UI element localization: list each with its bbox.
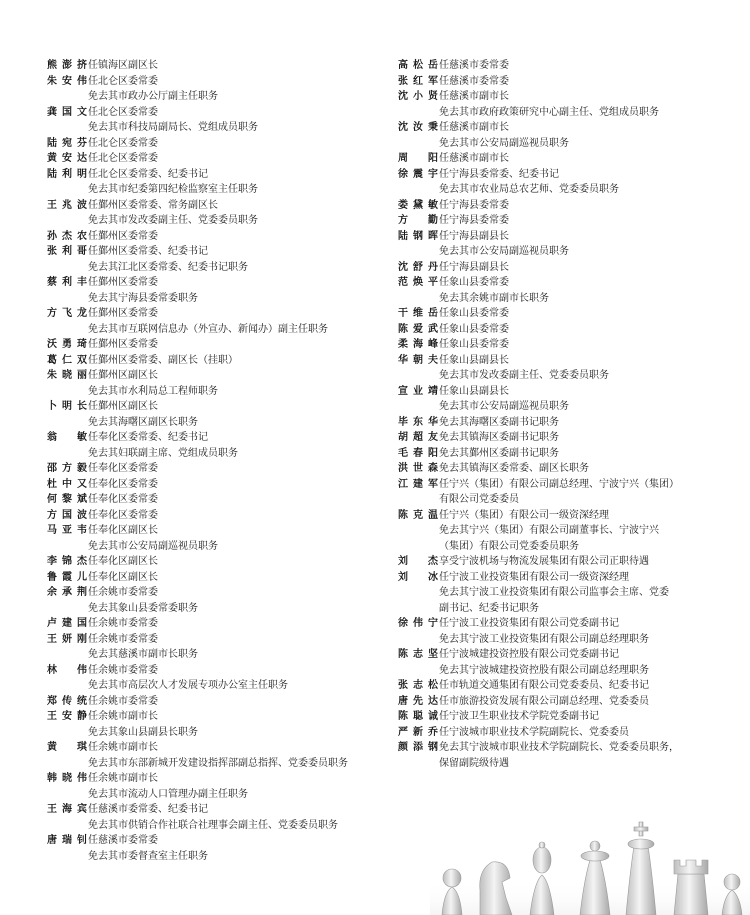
appointment-text: 任宁海县委常委 — [439, 199, 509, 211]
appointment-text: 任鄞州区副区长 — [88, 401, 158, 412]
person-name: 张红军 — [398, 75, 438, 87]
continuation-line — [398, 632, 743, 648]
appointment-text: 任鄞州区委常委、纪委书记 — [88, 246, 208, 257]
appointment-text: 免去其宁波工业投资集团有限公司副总经理职务 — [439, 633, 649, 645]
person-name: 唐瑞钊 — [47, 835, 87, 846]
person-name: 宣业靖 — [398, 385, 438, 397]
continuation-line — [398, 244, 743, 260]
continuation-line — [47, 818, 382, 834]
appointment-text: 免去其象山县副县长职务 — [88, 726, 198, 738]
person-name: 周阳 — [398, 153, 438, 164]
continuation-line — [47, 647, 382, 663]
appointment-text: 任余姚市委常委 — [88, 587, 158, 598]
entry-line — [398, 678, 743, 694]
appointment-text: 任余姚市委常委 — [88, 664, 158, 676]
appointment-text: 免去其慈溪市副市长职务 — [88, 649, 198, 660]
appointment-text: 任奉化区委常委、纪委书记 — [88, 432, 208, 443]
appointment-text: 任象山县委常委 — [439, 323, 509, 335]
appointment-text: 任余姚市委常委 — [88, 633, 158, 645]
left-column — [47, 58, 382, 864]
person-name: 娄黛敏 — [398, 199, 438, 211]
person-name: 陈克温 — [398, 509, 438, 521]
appointment-text: 免去其市东部新城开发建设指挥部副总指挥、党委委员职务 — [88, 757, 348, 769]
continuation-line — [47, 601, 382, 617]
appointment-text: 免去其市政办公厅副主任职务 — [88, 91, 218, 102]
person-name: 方飞龙 — [47, 308, 87, 319]
appointment-text: 免去其市公安局副巡视员职务 — [439, 401, 569, 412]
person-name: 沈汝秉 — [398, 122, 438, 133]
person-name: 毛春阳 — [398, 447, 438, 459]
appointment-text: 任鄞州区委常委 — [88, 339, 158, 350]
continuation-line — [47, 725, 382, 741]
appointment-text: 任慈溪市委常委 — [439, 60, 509, 71]
person-name: 王兆波 — [47, 199, 87, 211]
entry-line — [398, 167, 743, 183]
entry-line — [398, 74, 743, 90]
appointment-text: 免去其市公安局副巡视员职务 — [439, 137, 569, 149]
appointment-text: 任余姚市副市长 — [88, 711, 158, 722]
entry-line — [47, 229, 382, 245]
person-name: 黄安达 — [47, 153, 87, 164]
appointment-text: 免去其市政府政策研究中心副主任、党组成员职务 — [439, 106, 659, 118]
person-name: 王妍刚 — [47, 633, 87, 645]
entry-line — [47, 508, 382, 524]
entry-line — [47, 430, 382, 446]
person-name: 鲁霞儿 — [47, 571, 87, 583]
person-name: 范焕平 — [398, 277, 438, 288]
appointment-text: 副书记、纪委书记职务 — [439, 602, 539, 614]
entry-line — [47, 740, 382, 756]
appointment-text: 免去其宁波工业投资集团有限公司监事会主席、党委 — [439, 587, 669, 598]
entry-line — [47, 58, 382, 74]
person-name: 江建军 — [398, 478, 438, 490]
appointment-text: 任宁海县副县长 — [439, 230, 509, 242]
person-name: 陈聪诚 — [398, 711, 438, 722]
appointment-text: 任奉化区委常委 — [88, 494, 158, 505]
appointment-text: 任宁波工业投资集团有限公司党委副书记 — [439, 618, 619, 629]
entry-line — [47, 709, 382, 725]
continuation-line — [47, 849, 382, 865]
person-name: 陆钢晖 — [398, 230, 438, 242]
entry-line — [47, 616, 382, 632]
entry-line — [398, 647, 743, 663]
appointment-text: 任奉化区委常委 — [88, 509, 158, 521]
appointment-text: 享受宁波机场与物流发展集团有限公司正职待遇 — [439, 556, 649, 567]
appointment-text: 任余姚市委常委 — [88, 618, 158, 629]
appointment-text: 免去其宁波城市职业技术学院副院长、党委委员职务， — [439, 742, 679, 753]
appointment-text: 任宁波卫生职业技术学院党委副书记 — [439, 711, 599, 722]
person-name: 卜明长 — [47, 401, 87, 412]
person-name: 干维岳 — [398, 308, 438, 319]
person-name: 杜中又 — [47, 478, 87, 490]
entry-line — [47, 585, 382, 601]
entry-line — [398, 306, 743, 322]
appointment-text: 任宁海县委常委 — [439, 215, 509, 226]
person-name: 方国波 — [47, 509, 87, 521]
appointment-text: 免去其市科技局副局长、党组成员职务 — [88, 122, 258, 133]
person-name: 王海宾 — [47, 804, 87, 815]
appointment-text: 免去其市水利局总工程师职务 — [88, 385, 218, 397]
appointment-text: 任北仑区委常委 — [88, 75, 158, 87]
appointment-text: 任宁波城建投资控股有限公司党委副书记 — [439, 649, 619, 660]
entry-line — [47, 368, 382, 384]
appointment-text: 免去其市委督查室主任职务 — [88, 850, 208, 862]
person-name: 邵方毅 — [47, 463, 87, 474]
continuation-line — [398, 136, 743, 152]
person-name: 刘冰 — [398, 571, 438, 583]
person-name: 余承荆 — [47, 587, 87, 598]
appointment-text: 免去其镇海区委常委、副区长职务 — [439, 463, 589, 474]
person-name: 陆宛芬 — [47, 137, 87, 149]
appointment-text: 有限公司党委委员 — [439, 494, 519, 505]
continuation-line — [47, 539, 382, 555]
appointment-text: 任奉化区副区长 — [88, 571, 158, 583]
continuation-line — [398, 663, 743, 679]
appointment-text: 任慈溪市副市长 — [439, 122, 509, 133]
person-name: 沈舒丹 — [398, 261, 438, 273]
entry-line — [47, 663, 382, 679]
appointment-text: 任象山县委常委 — [439, 308, 509, 319]
entry-line — [398, 616, 743, 632]
entry-line — [398, 694, 743, 710]
appointment-text: 免去其鄞州区委副书记职务 — [439, 447, 559, 459]
appointment-text: 免去其市公安局副巡视员职务 — [88, 540, 218, 552]
entry-line — [398, 260, 743, 276]
person-name: 颜添钢 — [398, 742, 438, 753]
appointment-text: 任鄞州区副区长 — [88, 370, 158, 381]
person-name: 张志松 — [398, 680, 438, 691]
continuation-line — [47, 120, 382, 136]
appointment-text: 免去其市公安局副巡视员职务 — [439, 246, 569, 257]
person-name: 朱安伟 — [47, 75, 87, 87]
person-name: 蔡利丰 — [47, 277, 87, 288]
appointment-text: 任慈溪市委常委 — [88, 835, 158, 846]
appointment-text: 任宁海县副县长 — [439, 261, 509, 273]
entry-line — [398, 508, 743, 524]
person-name: 陈志坚 — [398, 649, 438, 660]
appointment-text: 免去其市农业局总农艺师、党委委员职务 — [439, 184, 619, 195]
appointment-text: 任鄞州区委常委 — [88, 308, 158, 319]
entry-line — [47, 771, 382, 787]
entry-line — [47, 461, 382, 477]
appointment-text: 任慈溪市委常委 — [439, 75, 509, 87]
continuation-line — [47, 678, 382, 694]
appointment-text: 任鄞州区委常委、常务副区长 — [88, 199, 218, 211]
person-name: 严新乔 — [398, 726, 438, 738]
person-name: 林伟 — [47, 664, 87, 676]
person-name: 刘杰 — [398, 556, 438, 567]
entry-line — [398, 337, 743, 353]
appointment-text: 免去其市流动人口管理办副主任职务 — [88, 788, 248, 800]
appointment-text: 免去其海曙区副区长职务 — [88, 416, 198, 428]
person-name: 马亚韦 — [47, 525, 87, 536]
appointment-text: 免去其市互联网信息办（外宣办、新闻办）副主任职务 — [88, 323, 328, 335]
person-name: 徐伟宁 — [398, 618, 438, 629]
continuation-line — [47, 182, 382, 198]
appointment-text: 保留副院级待遇 — [439, 757, 509, 769]
entry-line — [398, 554, 743, 570]
appointment-text: 免去其宁海县委常委职务 — [88, 292, 198, 304]
appointment-text: 任奉化区委常委 — [88, 463, 158, 474]
person-name: 洪世森 — [398, 463, 438, 474]
appointment-text: 免去其市纪委第四纪检监察室主任职务 — [88, 184, 258, 195]
appointment-text: 任鄞州区委常委 — [88, 230, 158, 242]
entry-line — [398, 89, 743, 105]
appointment-text: 免去其市发改委副主任、党委委员职务 — [439, 370, 609, 381]
person-name: 熊澎挤 — [47, 60, 87, 71]
appointment-text: 免去其镇海区委副书记职务 — [439, 432, 559, 443]
appointment-text: 任慈溪市副市长 — [439, 153, 509, 164]
appointment-text: （集团）有限公司党委委员职务 — [439, 540, 579, 552]
appointment-text: 免去其市高层次人才发展专项办公室主任职务 — [88, 680, 288, 691]
continuation-line — [398, 291, 743, 307]
person-name: 卢建国 — [47, 618, 87, 629]
person-name: 李锦杰 — [47, 556, 87, 567]
continuation-line — [47, 787, 382, 803]
appointment-text: 免去其宁兴（集团）有限公司副董事长、宁波宁兴 — [439, 525, 659, 536]
entry-line — [398, 461, 743, 477]
entry-line — [398, 430, 743, 446]
entry-line — [398, 229, 743, 245]
entry-line — [47, 275, 382, 291]
person-name: 翁敏 — [47, 432, 87, 443]
continuation-line — [398, 105, 743, 121]
entry-line — [47, 151, 382, 167]
person-name: 沃勇琦 — [47, 339, 87, 350]
appointment-text: 免去其江北区委常委、纪委书记职务 — [88, 261, 248, 273]
appointment-text: 任奉化区副区长 — [88, 556, 158, 567]
person-name: 唐先达 — [398, 695, 438, 707]
entry-line — [398, 725, 743, 741]
entry-line — [47, 554, 382, 570]
appointment-text: 任象山县委常委 — [439, 277, 509, 288]
appointment-text: 任北仑区委常委 — [88, 153, 158, 164]
continuation-line — [398, 182, 743, 198]
person-name: 徐震宇 — [398, 168, 438, 180]
right-column — [398, 58, 743, 771]
entry-line — [47, 105, 382, 121]
entry-line — [47, 399, 382, 415]
appointment-text: 任宁兴（集团）有限公司一级资深经理 — [439, 509, 609, 521]
appointment-text: 任宁波城市职业技术学院副院长、党委委员 — [439, 726, 629, 738]
continuation-line — [398, 539, 743, 555]
appointment-text: 任北仑区委常委 — [88, 137, 158, 149]
entry-line — [398, 477, 743, 493]
continuation-line — [398, 492, 743, 508]
appointment-text: 任宁海县委常委、纪委书记 — [439, 168, 559, 180]
entry-line — [398, 198, 743, 214]
appointment-text: 任奉化区委常委 — [88, 478, 158, 490]
entry-line — [47, 833, 382, 849]
continuation-line — [47, 260, 382, 276]
person-name: 孙杰农 — [47, 230, 87, 242]
continuation-line — [47, 446, 382, 462]
appointment-text: 免去其余姚市副市长职务 — [439, 292, 549, 304]
appointment-text: 任奉化区副区长 — [88, 525, 158, 536]
appointment-text: 任宁兴（集团）有限公司副总经理、宁波宁兴（集团） — [439, 478, 679, 490]
entry-line — [47, 167, 382, 183]
appointment-text: 任象山县副县长 — [439, 354, 509, 366]
appointment-text: 任余姚市副市长 — [88, 742, 158, 753]
entry-line — [398, 384, 743, 400]
entry-line — [398, 570, 743, 586]
entry-line — [398, 151, 743, 167]
appointment-text: 免去其象山县委常委职务 — [88, 602, 198, 614]
entry-line — [47, 802, 382, 818]
continuation-line — [47, 89, 382, 105]
entry-line — [47, 477, 382, 493]
entry-line — [47, 337, 382, 353]
appointment-text: 任象山县副县长 — [439, 385, 509, 397]
entry-line — [47, 523, 382, 539]
appointment-text: 免去其市供销合作社联合社理事会副主任、党委委员职务 — [88, 819, 338, 831]
appointment-text: 免去其海曙区委副书记职务 — [439, 416, 559, 428]
entry-line — [398, 213, 743, 229]
entry-line — [47, 492, 382, 508]
entry-line — [398, 275, 743, 291]
person-name: 陆利明 — [47, 168, 87, 180]
person-name: 韩晓伟 — [47, 773, 87, 784]
appointment-text: 任慈溪市委常委、纪委书记 — [88, 804, 208, 815]
person-name: 柔海峰 — [398, 339, 438, 350]
person-name: 何黎斌 — [47, 494, 87, 505]
entry-line — [398, 58, 743, 74]
appointment-text: 任慈溪市副市长 — [439, 91, 509, 102]
person-name: 张利哥 — [47, 246, 87, 257]
person-name: 朱晓丽 — [47, 370, 87, 381]
person-name: 方勤 — [398, 215, 438, 226]
person-name: 王安静 — [47, 711, 87, 722]
appointment-text: 任鄞州区委常委 — [88, 277, 158, 288]
person-name: 陈爱武 — [398, 323, 438, 335]
appointment-text: 任北仑区委常委 — [88, 106, 158, 118]
appointment-text: 任鄞州区委常委、副区长（挂职） — [88, 354, 238, 366]
chess-pieces-decoration — [430, 820, 750, 915]
appointment-text: 任余姚市委常委 — [88, 695, 158, 707]
continuation-line — [398, 585, 743, 601]
continuation-line — [398, 756, 743, 772]
entry-line — [398, 446, 743, 462]
entry-line — [47, 632, 382, 648]
continuation-line — [398, 601, 743, 617]
entry-line — [398, 709, 743, 725]
continuation-line — [47, 291, 382, 307]
person-name: 胡超友 — [398, 432, 438, 443]
person-name: 黄琪 — [47, 742, 87, 753]
entry-line — [398, 415, 743, 431]
continuation-line — [47, 756, 382, 772]
appointment-text: 免去其妇联副主席、党组成员职务 — [88, 447, 238, 459]
continuation-line — [398, 399, 743, 415]
continuation-line — [47, 415, 382, 431]
person-name: 郑传统 — [47, 695, 87, 707]
appointment-text: 任市轨道交通集团有限公司党委委员、纪委书记 — [439, 680, 649, 691]
entry-line — [398, 120, 743, 136]
continuation-line — [47, 384, 382, 400]
entry-line — [47, 570, 382, 586]
appointment-text: 任象山县委常委 — [439, 339, 509, 350]
appointment-text: 任北仑区委常委、纪委书记 — [88, 168, 208, 180]
entry-line — [47, 136, 382, 152]
person-name: 沈小贤 — [398, 91, 438, 102]
continuation-line — [398, 368, 743, 384]
person-name: 高松岳 — [398, 60, 438, 71]
entry-line — [47, 244, 382, 260]
entry-line — [47, 694, 382, 710]
appointment-text: 免去其宁波城建投资控股有限公司副总经理职务 — [439, 664, 649, 676]
person-name: 葛仁双 — [47, 354, 87, 366]
entry-line — [47, 74, 382, 90]
person-name: 龚国文 — [47, 106, 87, 118]
appointment-text: 任余姚市副市长 — [88, 773, 158, 784]
entry-line — [47, 198, 382, 214]
appointment-text: 任市旅游投资发展有限公司副总经理、党委委员 — [439, 695, 649, 707]
appointment-text: 任宁波工业投资集团有限公司一级资深经理 — [439, 571, 629, 583]
entry-line — [398, 322, 743, 338]
entry-line — [47, 306, 382, 322]
entry-line — [398, 740, 743, 756]
person-name: 华朝夫 — [398, 354, 438, 366]
entry-line — [47, 353, 382, 369]
continuation-line — [398, 523, 743, 539]
person-name: 毕东华 — [398, 416, 438, 428]
appointment-text: 任镇海区副区长 — [88, 60, 158, 71]
continuation-line — [47, 213, 382, 229]
entry-line — [398, 353, 743, 369]
continuation-line — [47, 322, 382, 338]
appointment-text: 免去其市发改委副主任、党委委员职务 — [88, 215, 258, 226]
